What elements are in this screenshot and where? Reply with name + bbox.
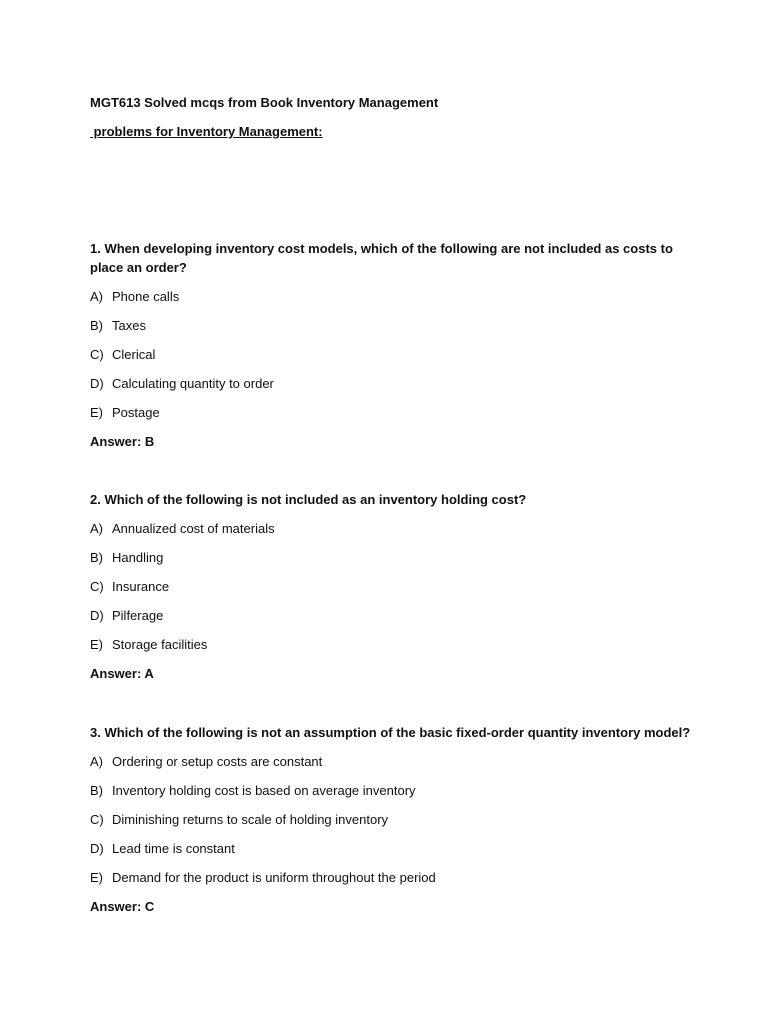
- option-letter: D): [90, 841, 104, 856]
- option-letter: E): [90, 870, 103, 885]
- document-subtitle: problems for Inventory Management:: [90, 124, 323, 139]
- question-2-option-b: [90, 548, 163, 567]
- option-text: Demand for the product is uniform throughout the period: [112, 870, 436, 885]
- question-1-option-c: [90, 345, 155, 364]
- option-text: Postage: [112, 405, 160, 420]
- option-letter: C): [90, 812, 104, 827]
- option-text: Ordering or setup costs are constant: [112, 754, 323, 769]
- option-text: Insurance: [112, 579, 170, 594]
- option-letter: A): [90, 754, 103, 769]
- question-2-option-d: [90, 606, 163, 625]
- question-3-option-b: [90, 781, 416, 800]
- option-text: Taxes: [112, 318, 146, 333]
- question-2-option-c: [90, 577, 169, 596]
- question-2-option-e: [90, 635, 207, 654]
- option-letter: A): [90, 521, 103, 536]
- option-letter: D): [90, 608, 104, 623]
- question-2-option-a: [90, 519, 275, 538]
- option-text: Pilferage: [112, 608, 164, 623]
- question-3-answer: Answer: C: [90, 899, 155, 914]
- option-letter: C): [90, 347, 104, 362]
- option-text: Calculating quantity to order: [112, 376, 274, 391]
- question-2-answer: Answer: A: [90, 666, 154, 681]
- question-3-option-d: [90, 839, 235, 858]
- option-text: Diminishing returns to scale of holding inventory: [112, 812, 389, 827]
- option-letter: E): [90, 637, 103, 652]
- option-text: Annualized cost of materials: [112, 521, 275, 536]
- option-letter: B): [90, 783, 103, 798]
- option-text: Lead time is constant: [112, 841, 235, 856]
- option-letter: A): [90, 289, 103, 304]
- question-1-option-e: [90, 403, 160, 422]
- option-letter: E): [90, 405, 103, 420]
- question-3-option-a: [90, 752, 322, 771]
- option-text: Storage facilities: [112, 637, 208, 652]
- option-text: Phone calls: [112, 289, 180, 304]
- question-3-option-c: [90, 810, 388, 829]
- option-letter: B): [90, 550, 103, 565]
- question-3-text: 3. Which of the following is not an assumption of the basic fixed-order quantity inventory model?: [90, 725, 691, 740]
- question-1-option-d: [90, 374, 274, 393]
- document-title: MGT613 Solved mcqs from Book Inventory Management: [90, 95, 439, 110]
- question-3-option-e: [90, 868, 436, 887]
- option-letter: D): [90, 376, 104, 391]
- question-1-text: 1. When developing inventory cost models, which of the following are not included as costs to place an order?: [90, 241, 673, 275]
- question-1-answer: Answer: B: [90, 434, 155, 449]
- option-text: Clerical: [112, 347, 156, 362]
- question-1-option-a: [90, 287, 179, 306]
- option-letter: C): [90, 579, 104, 594]
- option-text: Handling: [112, 550, 164, 565]
- option-letter: B): [90, 318, 103, 333]
- option-text: Inventory holding cost is based on average inventory: [112, 783, 416, 798]
- question-1-option-b: [90, 316, 146, 335]
- question-2-text: 2. Which of the following is not included as an inventory holding cost?: [90, 492, 527, 507]
